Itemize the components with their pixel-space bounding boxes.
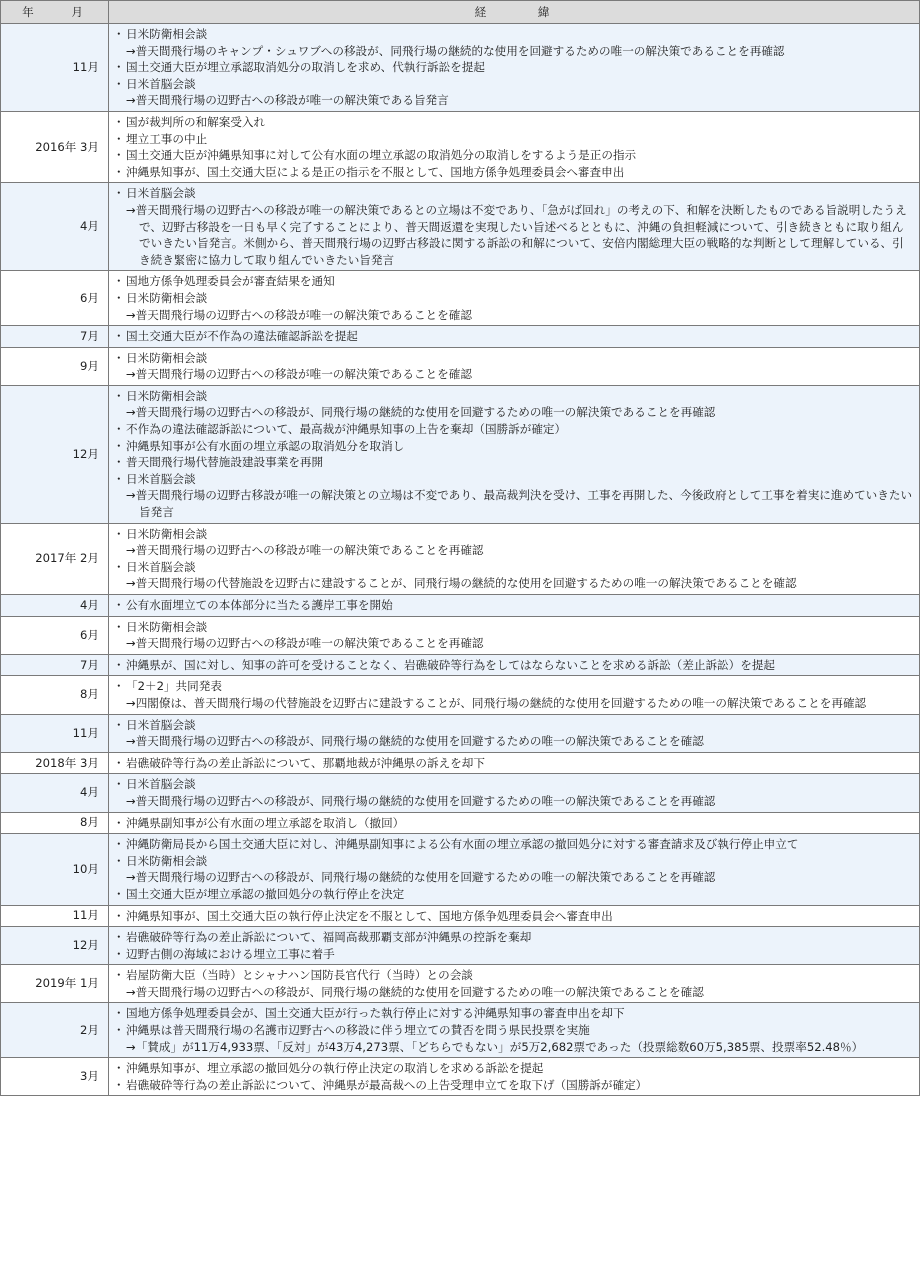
event-text: ・ 岩礁破砕等行為の差止訴訟について、那覇地裁が沖縄県の訴えを却下: [126, 755, 485, 770]
table-row: [1, 24, 920, 112]
event-item: [115, 147, 913, 164]
event-item: [115, 967, 913, 1000]
event-detail: →四閣僚は、普天間飛行場の代替施設を辺野古に建設することが、同飛行場の継続的な使用を回避するための唯一の解決策であることを再確認: [126, 695, 867, 710]
event-item: [115, 946, 913, 963]
table-row: [1, 927, 920, 965]
event-item: [115, 836, 913, 853]
row-events: [109, 595, 920, 617]
row-date: 4月: [1, 595, 109, 617]
header-row: [1, 1, 920, 24]
row-date: 4月: [1, 183, 109, 271]
event-text: ・ 日米防衛相会談: [126, 526, 208, 541]
event-text: ・ 国土交通大臣が沖縄県知事に対して公有水面の埋立承認の取消処分の取消しをするよう是正の指示: [126, 148, 637, 163]
event-text: ・ 沖縄県知事が公有水面の埋立承認の取消処分を取消し: [126, 438, 405, 453]
row-events: [109, 24, 920, 112]
row-events: [109, 1058, 920, 1096]
event-text: ・ 沖縄県は普天間飛行場の名護市辺野古への移設に伴う埋立ての賛否を問う県民投票を実施: [126, 1023, 590, 1038]
event-text: ・ 埋立工事の中止: [126, 131, 208, 146]
event-text: ・ 国土交通大臣が埋立承認取消処分の取消しを求め、代執行訴訟を提起: [126, 60, 485, 75]
event-text: ・ 日米防衛相会談: [126, 350, 208, 365]
event-item: [115, 886, 913, 903]
event-text: ・ 岩礁破砕等行為の差止訴訟について、沖縄県が最高裁への上告受理申立てを取下げ（国勝訴が確定）: [126, 1077, 648, 1092]
event-item: [115, 776, 913, 809]
row-events: [109, 654, 920, 676]
row-date: 2019年 1月: [1, 965, 109, 1003]
row-date: 2016年 3月: [1, 111, 109, 182]
event-text: ・ 沖縄県知事が、国土交通大臣による是正の指示を不服として、国地方係争処理委員会へ審査申出: [126, 164, 625, 179]
event-item: [115, 1060, 913, 1077]
row-events: [109, 523, 920, 594]
table-row: [1, 595, 920, 617]
event-item: [115, 678, 913, 711]
event-text: ・ 辺野古側の海域における埋立工事に着手: [126, 946, 335, 961]
event-detail: →普天間飛行場の辺野古への移設が唯一の解決策であるとの立場は不変であり、「急がば回れ」の考えの下、和解を決断したものである旨説明したうえで、辺野古移設を一日も早く完了することにより、普天間返還を実現したい旨述べるとともに、沖縄の負担軽減について、引き続きともに取り組んでいきたい旨発言。米側から、普天間飛行場の辺野古移設に関する訴訟の和解について、安倍内閣総理大臣の戦略的な判断として理解している、引き続き緊密に協力して取り組んでいきたい旨発言: [126, 202, 907, 267]
chronology-body: [1, 24, 920, 1096]
event-text: ・ 日米防衛相会談: [126, 27, 208, 41]
event-item: [115, 131, 913, 148]
row-date: 7月: [1, 654, 109, 676]
header-events: 経 緯: [109, 1, 920, 24]
event-detail: →普天間飛行場の辺野古への移設が、同飛行場の継続的な使用を回避するための唯一の解決策であることを再確認: [126, 793, 716, 808]
event-item: [115, 755, 913, 772]
event-text: ・ 沖縄県知事が、埋立承認の撤回処分の執行停止決定の取消しを求める訴訟を提起: [126, 1061, 544, 1076]
row-events: [109, 774, 920, 812]
table-row: [1, 1003, 920, 1058]
event-detail: →普天間飛行場の辺野古への移設が唯一の解決策であることを再確認: [126, 543, 484, 558]
table-row: [1, 523, 920, 594]
table-row: [1, 752, 920, 774]
row-events: [109, 714, 920, 752]
row-date: 4月: [1, 774, 109, 812]
event-item: [115, 328, 913, 345]
event-text: ・ 普天間飛行場代替施設建設事業を再開: [126, 455, 324, 470]
event-item: [115, 350, 913, 383]
event-text: ・ 日米防衛相会談: [126, 290, 208, 305]
event-detail: →普天間飛行場の辺野古への移設が唯一の解決策であることを確認: [126, 367, 472, 382]
event-detail: →普天間飛行場の辺野古移設が唯一の解決策との立場は不変であり、最高裁判決を受け、工事を再開した、今後政府として工事を着実に進めていきたい旨発言: [126, 488, 913, 520]
event-detail: →普天間飛行場の辺野古への移設が、同飛行場の継続的な使用を回避するための唯一の解決策であることを確認: [126, 984, 704, 999]
table-row: [1, 812, 920, 834]
row-date: 6月: [1, 271, 109, 326]
event-item: [115, 526, 913, 559]
event-text: ・ 国が裁判所の和解案受入れ: [126, 114, 266, 129]
event-text: ・ 日米首脳会談: [126, 559, 196, 574]
event-text: ・ 公有水面埋立ての本体部分に当たる護岸工事を開始: [126, 598, 393, 612]
event-detail: →普天間飛行場の辺野古への移設が唯一の解決策であることを確認: [126, 307, 472, 322]
event-text: ・ 日米首脳会談: [126, 471, 196, 486]
event-item: [115, 454, 913, 471]
table-row: [1, 326, 920, 348]
event-text: ・ 日米防衛相会談: [126, 619, 208, 634]
table-row: [1, 834, 920, 905]
event-detail: →「賛成」が11万4,933票、「反対」が43万4,273票、「どちらでもない」が5万2,682票であった（投票総数60万5,385票、投票率52.48％）: [126, 1039, 864, 1054]
table-row: [1, 676, 920, 714]
event-item: [115, 59, 913, 76]
event-item: [115, 853, 913, 886]
table-row: [1, 654, 920, 676]
row-events: [109, 834, 920, 905]
table-row: [1, 714, 920, 752]
event-text: ・ 岩屋防衛大臣（当時）とシャナハン国防長官代行（当時）との会談: [126, 968, 473, 983]
event-text: ・ 国地方係争処理委員会が、国土交通大臣が行った執行停止に対する沖縄県知事の審査申出を却下: [126, 1006, 625, 1021]
row-events: [109, 676, 920, 714]
event-text: ・ 日米首脳会談: [126, 76, 196, 91]
row-events: [109, 347, 920, 385]
event-item: [115, 471, 913, 521]
event-item: [115, 273, 913, 290]
row-date: 2017年 2月: [1, 523, 109, 594]
event-item: [115, 597, 913, 614]
event-detail: →普天間飛行場の辺野古への移設が唯一の解決策である旨発言: [126, 93, 449, 108]
event-text: ・ 不作為の違法確認訴訟について、最高裁が沖縄県知事の上告を棄却（国勝訴が確定）: [126, 422, 567, 437]
row-date: 11月: [1, 24, 109, 112]
event-item: [115, 619, 913, 652]
table-row: [1, 965, 920, 1003]
table-row: [1, 111, 920, 182]
row-events: [109, 111, 920, 182]
event-text: ・ 沖縄防衛局長から国土交通大臣に対し、沖縄県副知事による公有水面の埋立承認の撤回処分に対する審査請求及び執行停止申立て: [126, 837, 799, 852]
event-item: [115, 1022, 913, 1055]
event-text: ・ 国地方係争処理委員会が審査結果を通知: [126, 274, 335, 289]
row-events: [109, 326, 920, 348]
row-events: [109, 812, 920, 834]
event-text: ・ 沖縄県副知事が公有水面の埋立承認を取消し（撤回）: [126, 815, 405, 830]
row-date: 12月: [1, 385, 109, 523]
table-row: [1, 774, 920, 812]
row-events: [109, 385, 920, 523]
event-text: ・ 日米首脳会談: [126, 186, 196, 201]
table-row: [1, 1058, 920, 1096]
event-item: [115, 908, 913, 925]
row-date: 9月: [1, 347, 109, 385]
row-events: [109, 752, 920, 774]
event-item: [115, 929, 913, 946]
row-events: [109, 183, 920, 271]
event-item: [115, 717, 913, 750]
row-date: 2018年 3月: [1, 752, 109, 774]
event-text: ・ 沖縄県知事が、国土交通大臣の執行停止決定を不服として、国地方係争処理委員会へ審査申出: [126, 908, 613, 923]
event-item: [115, 559, 913, 592]
event-text: ・ 「2＋2」共同発表: [126, 679, 222, 694]
row-events: [109, 905, 920, 927]
row-date: 7月: [1, 326, 109, 348]
event-detail: →普天間飛行場の代替施設を辺野古に建設することが、同飛行場の継続的な使用を回避するための唯一の解決策であることを確認: [126, 576, 797, 591]
event-text: ・ 日米防衛相会談: [126, 853, 208, 868]
row-events: [109, 616, 920, 654]
event-detail: →普天間飛行場のキャンプ・シュワブへの移設が、同飛行場の継続的な使用を回避するための唯一の解決策であることを再確認: [126, 43, 785, 58]
table-row: [1, 271, 920, 326]
event-detail: →普天間飛行場の辺野古への移設が唯一の解決策であることを再確認: [126, 636, 484, 651]
row-events: [109, 965, 920, 1003]
event-item: [115, 815, 913, 832]
row-date: 2月: [1, 1003, 109, 1058]
event-text: ・ 日米首脳会談: [126, 717, 196, 732]
event-item: [115, 290, 913, 323]
event-text: ・ 国土交通大臣が不作為の違法確認訴訟を提起: [126, 329, 358, 344]
event-detail: →普天間飛行場の辺野古への移設が、同飛行場の継続的な使用を回避するための唯一の解決策であることを確認: [126, 734, 704, 749]
table-row: [1, 905, 920, 927]
event-item: [115, 26, 913, 59]
table-row: [1, 183, 920, 271]
event-detail: →普天間飛行場の辺野古への移設が、同飛行場の継続的な使用を回避するための唯一の解決策であることを再確認: [126, 870, 716, 885]
event-item: [115, 388, 913, 421]
header-date: 年 月: [1, 1, 109, 24]
event-item: [115, 76, 913, 109]
event-detail: →普天間飛行場の辺野古への移設が、同飛行場の継続的な使用を回避するための唯一の解決策であることを再確認: [126, 405, 716, 420]
event-item: [115, 114, 913, 131]
event-item: [115, 421, 913, 438]
event-text: ・ 沖縄県が、国に対し、知事の許可を受けることなく、岩礁破砕等行為をしてはならないことを求める訴訟（差止訴訟）を提起: [126, 657, 776, 672]
event-item: [115, 657, 913, 674]
row-date: 8月: [1, 812, 109, 834]
row-date: 6月: [1, 616, 109, 654]
event-text: ・ 日米防衛相会談: [126, 388, 208, 403]
event-item: [115, 164, 913, 181]
row-events: [109, 927, 920, 965]
event-item: [115, 185, 913, 268]
table-row: [1, 616, 920, 654]
row-date: 3月: [1, 1058, 109, 1096]
row-date: 12月: [1, 927, 109, 965]
row-events: [109, 271, 920, 326]
row-date: 10月: [1, 834, 109, 905]
row-date: 8月: [1, 676, 109, 714]
event-item: [115, 1077, 913, 1094]
row-events: [109, 1003, 920, 1058]
event-item: [115, 1005, 913, 1022]
event-item: [115, 438, 913, 455]
event-text: ・ 岩礁破砕等行為の差止訴訟について、福岡高裁那覇支部が沖縄県の控訴を棄却: [126, 930, 532, 945]
table-row: [1, 385, 920, 523]
event-text: ・ 日米首脳会談: [126, 777, 196, 792]
row-date: 11月: [1, 714, 109, 752]
table-row: [1, 347, 920, 385]
row-date: 11月: [1, 905, 109, 927]
event-text: ・ 国土交通大臣が埋立承認の撤回処分の執行停止を決定: [126, 886, 405, 901]
